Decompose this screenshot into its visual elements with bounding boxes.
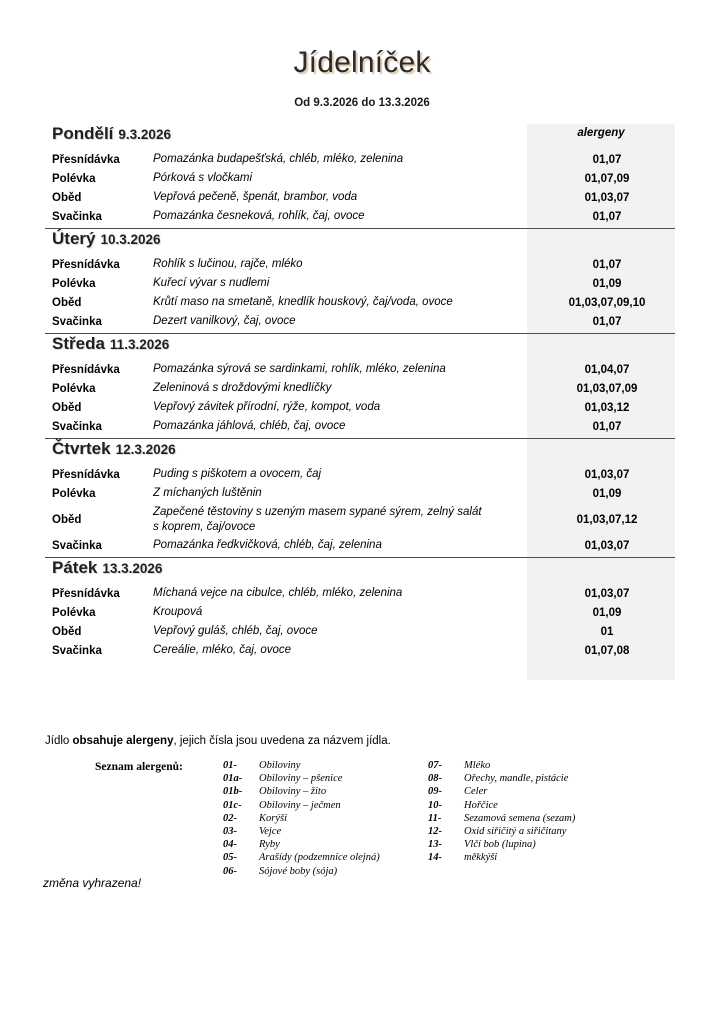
meal-description <box>147 150 533 169</box>
meal-description <box>147 484 533 503</box>
meal-allergens: 01,09 <box>592 606 622 619</box>
meal-row <box>45 503 681 536</box>
allergen-note-bold: obsahuje alergeny <box>72 735 174 747</box>
meal-type: Polévka <box>52 172 96 185</box>
meal-description-line: Vepřový závitek přírodní, rýže, kompot, voda <box>153 401 381 413</box>
day-name: Pondělí <box>52 124 114 143</box>
meal-row <box>45 255 681 274</box>
day-name: Pátek <box>52 558 98 577</box>
meal-row <box>45 293 681 312</box>
allergen-legend-column-right <box>428 760 688 866</box>
allergen-legend-item <box>428 839 688 852</box>
weekly-menu-table <box>45 124 675 660</box>
meal-allergens: 01,07 <box>592 315 622 328</box>
meal-row <box>45 150 681 169</box>
allergen-name: Celer <box>464 786 488 798</box>
meal-row <box>45 465 681 484</box>
meal-row <box>45 207 681 226</box>
day-meal-table <box>45 465 681 555</box>
day-meal-table <box>45 584 681 660</box>
allergen-name: Obiloviny <box>259 760 301 771</box>
allergen-code: 01c- <box>223 799 242 811</box>
meal-type: Polévka <box>52 606 96 619</box>
meal-description <box>147 417 533 436</box>
meal-allergens: 01,07 <box>592 210 622 223</box>
allergen-name: Mléko <box>464 760 491 771</box>
meal-type: Přesnídávka <box>52 363 120 376</box>
allergen-name: Ryby <box>259 839 280 851</box>
allergen-name: Oxid siřičitý a siřičitany <box>464 825 567 837</box>
meal-type: Svačinka <box>52 210 102 223</box>
meal-type: Svačinka <box>52 420 102 433</box>
meal-description <box>147 379 533 398</box>
meal-description <box>147 188 533 207</box>
meal-row <box>45 312 681 331</box>
allergen-code: 09- <box>428 786 442 798</box>
allergen-legend-item <box>428 760 688 773</box>
meal-description-line: Zapečené těstoviny s uzeným masem sypané sýrem, zelný salát <box>153 505 482 518</box>
day-heading <box>45 229 675 255</box>
day-heading <box>45 558 675 584</box>
day-date: 13.3.2026 <box>102 561 163 576</box>
page-title: Jídelníček <box>293 46 431 79</box>
day-date: 10.3.2026 <box>100 232 161 247</box>
allergen-code: 10- <box>428 799 442 811</box>
meal-description-line: Kuřecí vývar s nudlemi <box>153 277 270 289</box>
day-date: 12.3.2026 <box>115 442 176 457</box>
allergen-legend-label: Seznam alergenů: <box>95 761 183 773</box>
meal-description-line: Zeleninová s droždovými knedlíčky <box>153 382 332 394</box>
day-meal-table <box>45 360 681 436</box>
allergen-legend-item <box>428 852 688 865</box>
allergen-name: Sójové boby (sója) <box>259 865 338 877</box>
meal-type: Svačinka <box>52 315 102 328</box>
meal-description <box>147 622 533 641</box>
day-block <box>45 229 675 334</box>
allergen-code: 13- <box>428 839 442 851</box>
day-date: 11.3.2026 <box>109 337 170 352</box>
allergen-legend-item <box>428 800 688 813</box>
meal-description-line: Pomazánka sýrová se sardinkami, rohlík, mléko, zelenina <box>153 363 446 375</box>
allergen-code: 02- <box>223 812 237 824</box>
meal-description <box>147 603 533 622</box>
meal-description <box>147 312 533 331</box>
meal-row <box>45 360 681 379</box>
meal-type: Oběd <box>52 513 82 526</box>
meal-description <box>147 360 533 379</box>
meal-description <box>147 207 533 226</box>
meal-description-line: Pomazánka jáhlová, chléb, čaj, ovoce <box>153 420 346 432</box>
menu-days-container <box>45 124 675 660</box>
day-name: Úterý <box>52 229 96 248</box>
meal-description-line: Pomazánka budapešťská, chléb, mléko, zelenina <box>153 153 404 165</box>
meal-allergens: 01,03,07 <box>584 587 630 600</box>
meal-description <box>147 503 533 536</box>
day-block <box>45 334 675 439</box>
meal-description <box>147 169 533 188</box>
meal-description-line: s koprem, čaj/ovoce <box>153 520 256 533</box>
meal-description <box>147 584 533 603</box>
meal-description-line: Krůtí maso na smetaně, knedlík houskový, čaj/voda, ovoce <box>153 296 453 308</box>
meal-type: Přesnídávka <box>52 468 120 481</box>
day-meal-table <box>45 150 681 226</box>
day-date: 9.3.2026 <box>118 127 171 142</box>
day-block <box>45 124 675 229</box>
allergen-code: 01b- <box>223 786 243 798</box>
meal-type: Přesnídávka <box>52 153 120 166</box>
day-name: Čtvrtek <box>52 439 111 458</box>
allergen-code: 14- <box>428 852 442 864</box>
allergen-name: měkkýši <box>464 852 498 864</box>
meal-allergens: 01,03,12 <box>584 401 630 414</box>
allergen-name: Ořechy, mandle, pistácie <box>464 773 569 785</box>
meal-type: Polévka <box>52 382 96 395</box>
allergen-legend-item <box>428 786 688 799</box>
meal-description-line: Puding s piškotem a ovocem, čaj <box>153 468 322 480</box>
meal-allergens: 01,03,07,12 <box>576 513 638 526</box>
meal-row <box>45 169 681 188</box>
meal-allergens: 01,07 <box>592 258 622 271</box>
meal-description <box>147 293 533 312</box>
date-range-subtitle: Od 9.3.2026 do 13.3.2026 <box>294 97 430 109</box>
meal-row <box>45 622 681 641</box>
meal-row <box>45 641 681 660</box>
allergen-name: Hořčice <box>464 799 498 811</box>
meal-type: Svačinka <box>52 539 102 552</box>
meal-description-line: Vepřový guláš, chléb, čaj, ovoce <box>153 625 318 637</box>
day-heading <box>45 439 675 465</box>
allergen-name: Korýši <box>259 812 288 824</box>
meal-row <box>45 274 681 293</box>
allergen-name: Sezamová semena (sezam) <box>464 812 576 824</box>
meal-description-line: Rohlík s lučinou, rajče, mléko <box>153 258 303 270</box>
meal-row <box>45 536 681 555</box>
meal-description-line: Dezert vanilkový, čaj, ovoce <box>153 315 296 327</box>
meal-allergens: 01,07 <box>592 420 622 433</box>
allergen-name: Obiloviny – žito <box>259 786 327 798</box>
meal-description-line: Cereálie, mléko, čaj, ovoce <box>153 644 292 656</box>
allergen-name: Obiloviny – ječmen <box>259 799 341 811</box>
allergen-code: 05- <box>223 852 237 864</box>
meal-description <box>147 536 533 555</box>
meal-row <box>45 188 681 207</box>
meal-allergens: 01,03,07,09,10 <box>568 296 646 309</box>
meal-row <box>45 379 681 398</box>
meal-description-line: Pórková s vločkami <box>153 172 253 184</box>
day-name: Středa <box>52 334 105 353</box>
meal-description <box>147 641 533 660</box>
allergen-code: 08- <box>428 773 442 785</box>
meal-description-line: Pomazánka ředkvičková, chléb, čaj, zelenina <box>153 539 382 551</box>
meal-type: Přesnídávka <box>52 258 120 271</box>
meal-allergens: 01,07 <box>592 153 622 166</box>
meal-description <box>147 465 533 484</box>
allergen-code: 03- <box>223 825 237 837</box>
meal-allergens: 01,09 <box>592 277 622 290</box>
allergen-code: 01a- <box>223 773 243 785</box>
meal-type: Oběd <box>52 296 82 309</box>
day-block <box>45 439 675 558</box>
day-heading <box>45 334 675 360</box>
allergen-legend-item <box>428 773 688 786</box>
meal-allergens: 01,09 <box>592 487 622 500</box>
footer-disclaimer: změna vyhrazena! <box>43 876 142 890</box>
meal-type: Přesnídávka <box>52 587 120 600</box>
meal-row <box>45 584 681 603</box>
allergen-note-suffix: , jejich čísla jsou uvedena za názvem jídla. <box>173 735 391 747</box>
allergen-name: Vlčí bob (lupina) <box>464 839 536 851</box>
meal-allergens: 01,07,08 <box>584 644 630 657</box>
meal-type: Oběd <box>52 625 82 638</box>
meal-type: Svačinka <box>52 644 102 657</box>
allergen-name: Arašídy (podzemnice olejná) <box>259 852 380 864</box>
meal-allergens: 01,07,09 <box>584 172 630 185</box>
allergen-name: Vejce <box>259 825 282 837</box>
meal-row <box>45 417 681 436</box>
meal-type: Polévka <box>52 487 96 500</box>
meal-description <box>147 255 533 274</box>
meal-allergens: 01,03,07,09 <box>576 382 638 395</box>
meal-type: Polévka <box>52 277 96 290</box>
meal-allergens: 01,04,07 <box>584 363 630 376</box>
allergen-code: 11- <box>428 812 442 824</box>
allergen-legend-item <box>223 866 473 879</box>
meal-row <box>45 398 681 417</box>
meal-row <box>45 484 681 503</box>
meal-type: Oběd <box>52 191 82 204</box>
meal-description-line: Míchaná vejce na cibulce, chléb, mléko, zelenina <box>153 587 403 599</box>
allergen-note <box>45 735 391 747</box>
allergen-code: 04- <box>223 839 237 851</box>
allergen-name: Obiloviny – pšenice <box>259 773 343 785</box>
allergen-code: 01- <box>223 760 237 771</box>
meal-allergens: 01,03,07 <box>584 191 630 204</box>
day-block <box>45 558 675 660</box>
meal-allergens: 01 <box>600 625 614 638</box>
allergen-code: 07- <box>428 760 442 771</box>
meal-description <box>147 274 533 293</box>
meal-description-line: Kroupová <box>153 606 203 618</box>
meal-type: Oběd <box>52 401 82 414</box>
meal-row <box>45 603 681 622</box>
allergen-note-prefix: Jídlo <box>45 735 73 747</box>
allergen-code: 12- <box>428 825 442 837</box>
allergen-legend-item <box>428 826 688 839</box>
day-meal-table <box>45 255 681 331</box>
allergen-code: 06- <box>223 865 237 877</box>
meal-description-line: Vepřová pečeně, špenát, brambor, voda <box>153 191 358 203</box>
meal-allergens: 01,03,07 <box>584 468 630 481</box>
meal-allergens: 01,03,07 <box>584 539 630 552</box>
meal-description <box>147 398 533 417</box>
allergen-legend-item <box>428 813 688 826</box>
meal-description-line: Pomazánka česneková, rohlík, čaj, ovoce <box>153 210 365 222</box>
meal-description-line: Z míchaných luštěnin <box>153 487 262 499</box>
allergen-column-header: alergeny <box>577 127 625 139</box>
